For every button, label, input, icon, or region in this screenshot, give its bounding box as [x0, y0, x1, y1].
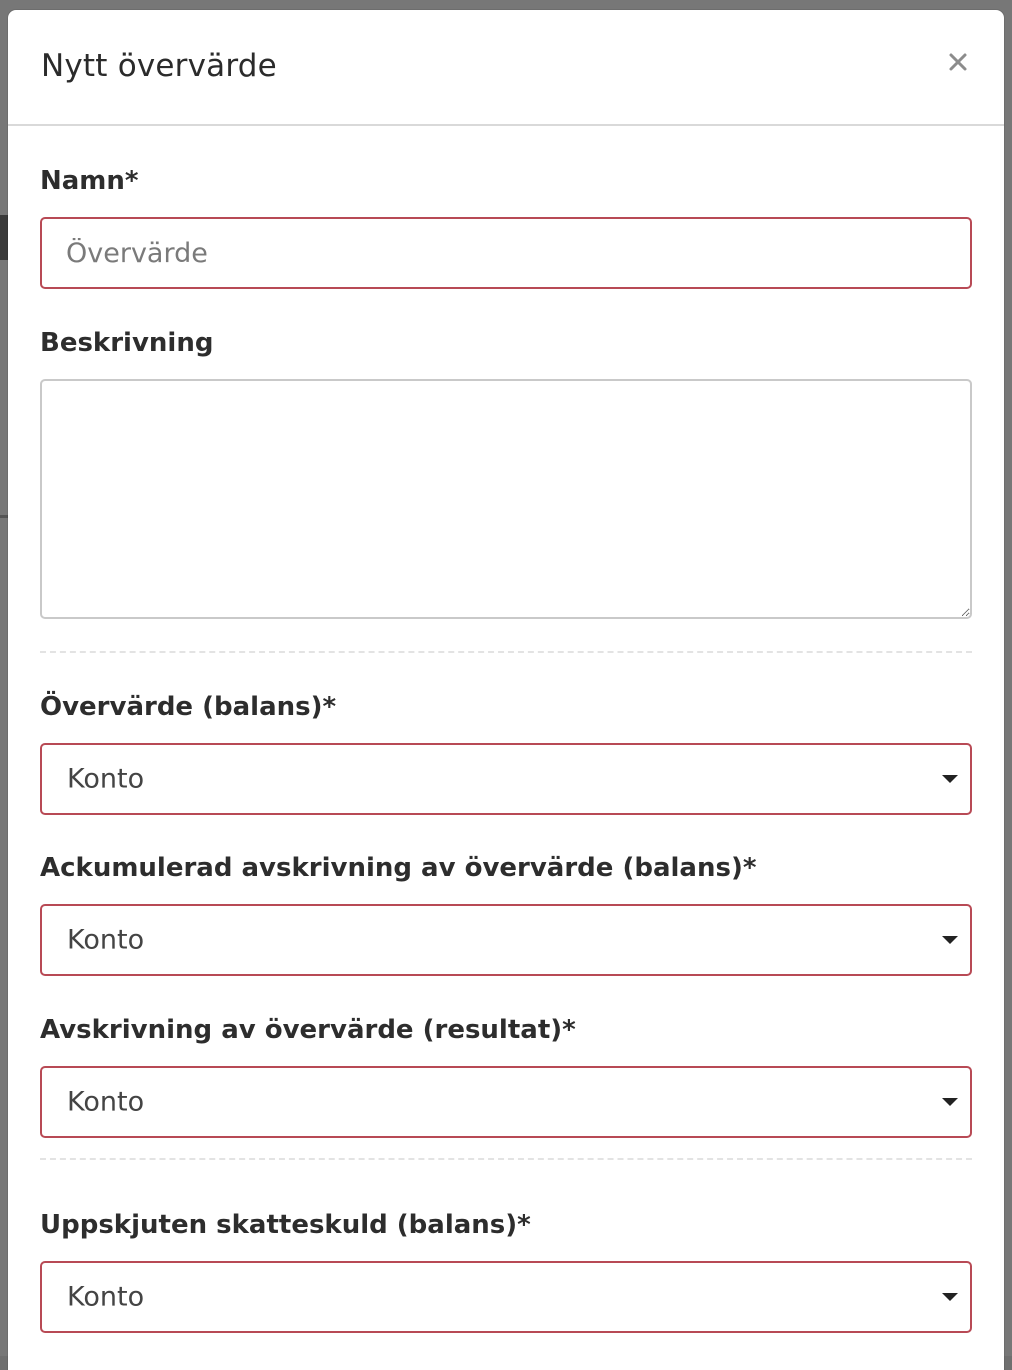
- deferred-tax-select[interactable]: [40, 1261, 972, 1333]
- depreciation-result-select[interactable]: [40, 1066, 972, 1138]
- close-button[interactable]: [942, 46, 974, 78]
- background-page-fragment: [0, 215, 8, 260]
- name-label: Namn*: [40, 166, 139, 196]
- description-label: Beskrivning: [40, 328, 214, 358]
- surplus-balance-select[interactable]: [40, 743, 972, 815]
- select-value: Konto: [67, 924, 145, 956]
- select-value: Konto: [67, 1281, 145, 1313]
- select-value: Konto: [67, 1086, 145, 1118]
- section-divider: [40, 651, 972, 653]
- description-textarea[interactable]: [40, 379, 972, 619]
- accumulated-depreciation-label: Ackumulerad avskrivning av övervärde (balans)*: [40, 853, 757, 883]
- new-surplus-modal: [8, 10, 1004, 1370]
- deferred-tax-label: Uppskjuten skatteskuld (balans)*: [40, 1210, 531, 1240]
- surplus-balance-label: Övervärde (balans)*: [40, 692, 337, 722]
- section-divider: [40, 1158, 972, 1160]
- close-icon: [942, 46, 974, 78]
- caret-down-icon: [942, 936, 958, 944]
- accumulated-depreciation-select[interactable]: [40, 904, 972, 976]
- depreciation-result-label: Avskrivning av övervärde (resultat)*: [40, 1015, 576, 1045]
- modal-title: Nytt övervärde: [41, 48, 277, 84]
- name-input[interactable]: [40, 217, 972, 289]
- caret-down-icon: [942, 775, 958, 783]
- caret-down-icon: [942, 1098, 958, 1106]
- modal-header: [8, 10, 1004, 126]
- select-value: Konto: [67, 763, 145, 795]
- background-page-fragment: [0, 515, 8, 518]
- caret-down-icon: [942, 1293, 958, 1301]
